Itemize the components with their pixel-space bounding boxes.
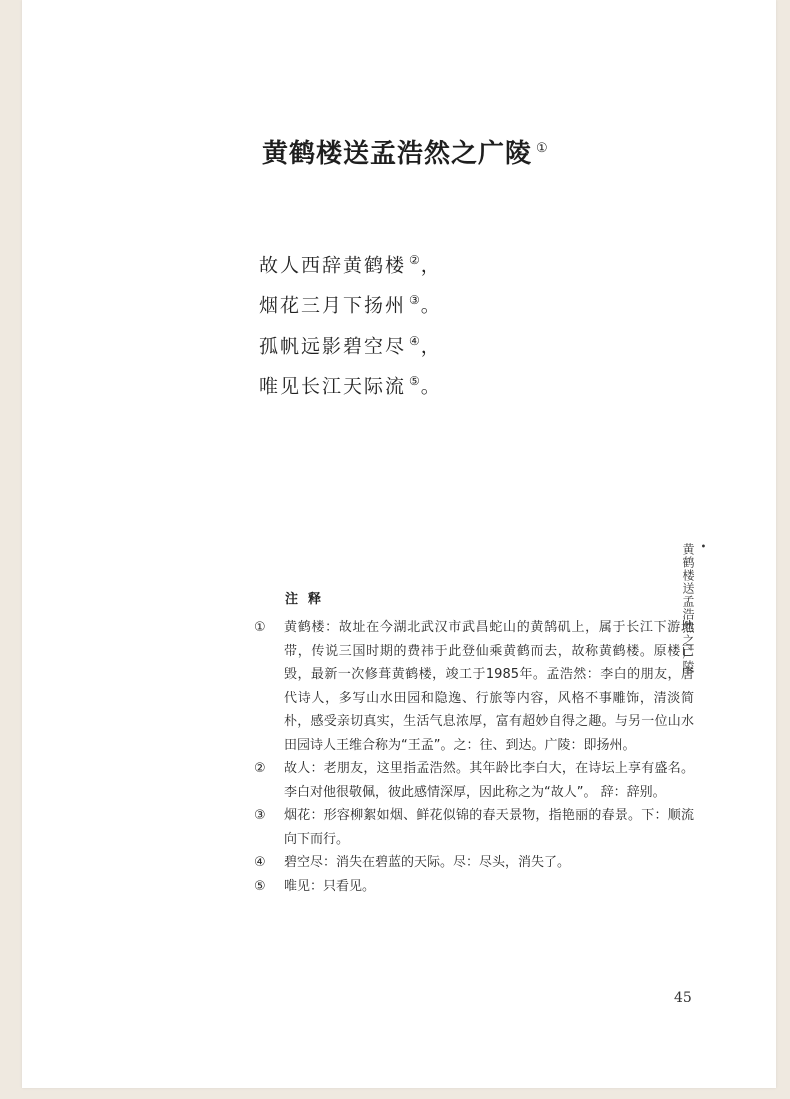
notes-heading: 注释: [285, 592, 332, 607]
note-number: ③: [254, 808, 266, 823]
footnote-marker: ④: [409, 333, 420, 348]
note-text: 黄鹤楼：故址在今湖北武汉市武昌蛇山的黄鹄矶上，属于长江下游地带，传说三国时期的费祎于此登仙乘黄鹤而去，故称黄鹤楼。原楼已毁，最新一次修葺黄鹤楼，竣工于1985年。孟浩然：李白的朋友，唐代诗人，多写山水田园和隐逸、行旅等内容，风格不事雕饰，清淡简朴，感受亲切真实，生活气息浓厚，富有超妙自得之趣。与另一位山水田园诗人王维合称为“王孟”。之：往、到达。广陵：即扬州。: [284, 620, 694, 753]
note-text: 烟花：形容柳絮如烟、鲜花似锦的春天景物，指艳丽的春景。下：顺流向下而行。: [284, 808, 694, 847]
poem-line: [259, 364, 442, 404]
page-number: 45: [674, 990, 692, 1006]
poem-punctuation: ，: [420, 334, 442, 357]
note-text: 唯见：只看见。: [284, 878, 376, 894]
note-number: ⑤: [254, 878, 266, 894]
note-item: [254, 851, 694, 875]
footnote-marker: ③: [409, 293, 420, 308]
title-footnote-marker: ①: [536, 141, 549, 157]
poem-line-text: 孤帆远影碧空尽: [259, 334, 407, 357]
note-text: 碧空尽：消失在碧蓝的天际。尽：尽头，消失了。: [284, 855, 571, 870]
poem-line: [259, 243, 442, 283]
poem-title-text: 黄鹤楼送孟浩然之广陵: [262, 139, 533, 169]
note-text: 故人：老朋友，这里指孟浩然。其年龄比李白大，在诗坛上享有盛名。李白对他很敬佩，彼此感情深厚，因此称之为“故人”。 辞：辞别。: [284, 761, 694, 800]
poem-punctuation: 。: [420, 375, 442, 398]
poem-body: [259, 243, 442, 404]
footnote-marker: ②: [409, 253, 420, 267]
note-number: ①: [254, 620, 266, 635]
note-item: [254, 804, 694, 851]
note-number: ②: [254, 761, 266, 776]
poem-punctuation: 。: [420, 294, 442, 317]
poem-line-text: 烟花三月下扬州: [259, 294, 407, 317]
poem-line-text: 故人西辞黄鹤楼: [259, 254, 407, 277]
note-number: ④: [254, 855, 266, 870]
poem-punctuation: ，: [420, 254, 442, 277]
poem-title: [262, 133, 549, 170]
poem-line-text: 唯见长江天际流: [259, 375, 407, 398]
poem-line: [259, 324, 442, 364]
note-item: [254, 875, 694, 899]
footnote-marker: ⑤: [409, 373, 420, 388]
bullet-dot: •: [697, 543, 708, 550]
notes-list: [254, 616, 694, 898]
note-item: [254, 757, 694, 804]
note-item: [254, 616, 694, 757]
poem-line: [259, 283, 442, 323]
running-header-text: 黄鹤楼送孟浩然之广陵: [681, 543, 695, 673]
